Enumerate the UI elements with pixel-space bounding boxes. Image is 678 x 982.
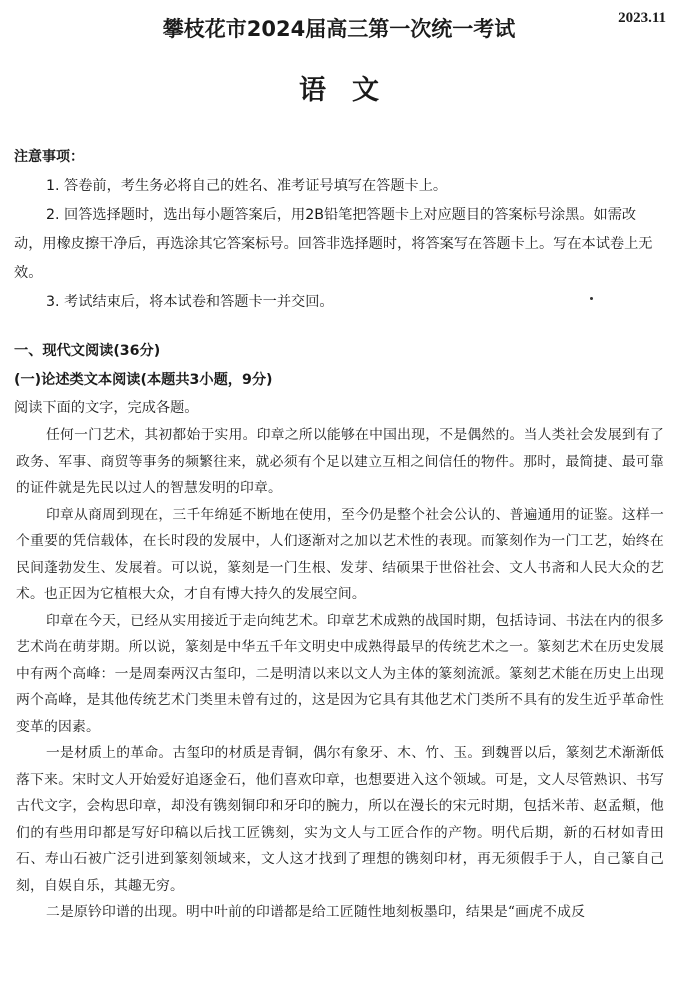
notice-list — [14, 172, 664, 317]
notice-item-1: 1. 答卷前，考生务必将自己的姓名、准考证号填写在答题卡上。 — [46, 178, 448, 194]
passage-paragraph-3: 印章在今天，已经从实用接近于走向纯艺术。印章艺术成熟的战国时期，包括诗词、书法在内的很多艺术尚在萌芽期。所以说，篆刻是中华五千年文明史中成熟得最早的传统艺术之一。篆刻艺术在历史发展中有两个高峰：一是周秦两汉古玺印，二是明清以来以文人为主体的篆刻流派。篆刻艺术能在历史上出现两个高峰，是其他传统艺术门类里未曾有过的，这是因为它具有其他艺术门类所不具有的发生近乎革命性变革的因素。 — [16, 612, 664, 735]
passage-paragraph-2: 印章从商周到现在，三千年绵延不断地在使用，至今仍是整个社会公认的、普遍通用的证鉴。这样一个重要的凭信载体，在长时段的发展中，人们逐渐对之加以艺术性的表现。而篆刻作为一门工艺，始终在民间蓬勃发生、发展着。可以说，篆刻是一门生根、发芽、结硕果于世俗社会、文人书斋和人民大众的艺术。也正因为它植根大众，才自有博大持久的发展空间。 — [16, 506, 664, 602]
passage-paragraph-4: 一是材质上的革命。古玺印的材质是青铜，偶尔有象牙、木、竹、玉。到魏晋以后，篆刻艺术渐渐低落下来。宋时文人开始爱好追逐金石，他们喜欢印章，也想要进入这个领域。可是，文人尽管熟识、书写古代文字，会构思印章，却没有镌刻铜印和牙印的腕力，所以在漫长的宋元时期，包括米芾、赵孟頫，他们的有些用印都是写好印稿以后找工匠镌刻，实为文人与工匠合作的产物。明代后期，新的石材如青田石、寿山石被广泛引进到篆刻领域来，文人这才找到了理想的镌刻印材，再无须假手于人，自己篆自己刻，自娱自乐，其趣无穷。 — [16, 745, 664, 894]
exam-title: 攀枝花市2024届高三第一次统一考试 — [162, 17, 516, 41]
passage-paragraph-1: 任何一门艺术，其初都始于实用。印章之所以能够在中国出现，不是偶然的。当人类社会发展到有了政务、军事、商贸等事务的频繁往来，就必须有个足以建立互相之间信任的物件。那时，最简捷、最可靠的证件就是先民以过人的智慧发明的印章。 — [16, 427, 664, 496]
stray-mark — [590, 297, 593, 300]
reading-passage — [16, 422, 664, 926]
section-title: 一、现代文阅读(36分) — [14, 343, 161, 359]
notice-item-2: 2. 回答选择题时，选出每小题答案后，用2B铅笔把答题卡上对应题目的答案标号涂黑。如需改动，用橡皮擦干净后，再选涂其它答案标号。回答非选择题时，将答案写在答题卡上。写在本试卷上无效。 — [14, 207, 653, 281]
exam-date: 2023.11 — [618, 10, 666, 26]
section-subtitle: (一)论述类文本阅读(本题共3小题，9分) — [14, 372, 273, 388]
reading-instruction: 阅读下面的文字，完成各题。 — [14, 400, 199, 416]
passage-paragraph-5: 二是原钤印谱的出现。明中叶前的印谱都是给工匠随性地刻板墨印，结果是“画虎不成反 — [46, 904, 586, 920]
notice-heading: 注意事项： — [14, 149, 84, 165]
notice-item-3: 3. 考试结束后，将本试卷和答题卡一并交回。 — [46, 294, 334, 310]
subject-title: 语文 — [299, 75, 405, 106]
